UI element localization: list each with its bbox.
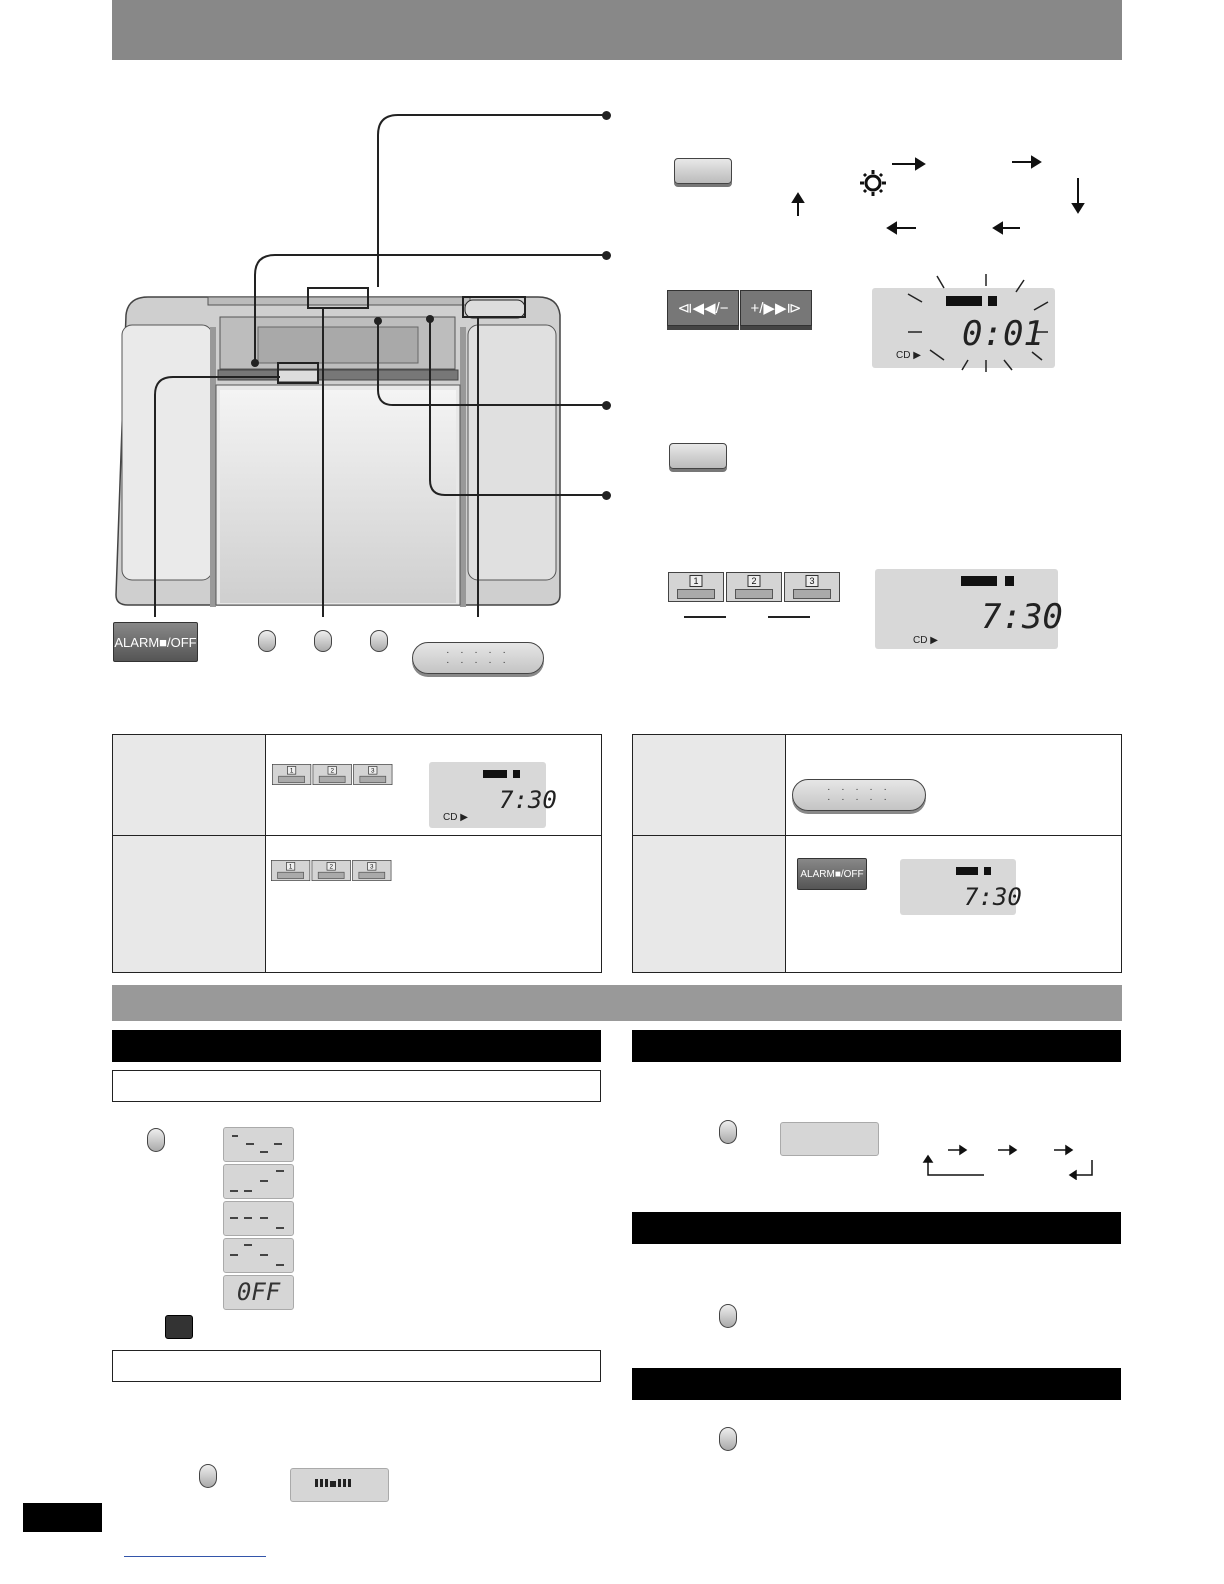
skip-next-label: +/▶▶⧐ [750,300,802,317]
bracket-line [768,616,810,618]
skip-next-button[interactable] [740,290,812,326]
snooze-dots: · · · · · · · · · · [827,784,891,805]
preset-key-2[interactable] [313,764,352,785]
snooze-button[interactable] [412,642,544,674]
preset-buttons-row1 [272,764,394,785]
lcd-segment [513,770,520,778]
device-illustration [108,105,618,625]
blinking-alarm-lcd [429,762,557,828]
page-number-tab [23,1503,102,1532]
preset-key-3[interactable] [352,860,391,881]
sleep-lcd-3 [223,1201,294,1236]
lcd-segment [483,770,507,778]
dimmer-knob[interactable] [199,1464,217,1488]
callout-dot [602,111,611,120]
footer-rule [124,1556,266,1557]
preset-knob-2[interactable] [314,630,332,652]
preset-2-label: 2 [327,862,336,870]
elapsed-time: 0:01 [962,314,1044,354]
alarm-off-label: ALARM■/OFF [800,868,864,880]
function-knob-2[interactable] [719,1427,737,1451]
callout-dot [602,251,611,260]
alarm-time: 7:30 [499,786,557,814]
preset-3-label: 3 [368,766,377,774]
preset-2-label: 2 [747,575,760,587]
table-divider [113,835,601,836]
table-divider [633,835,1121,836]
subheading-box [112,1350,601,1382]
preset-1-label: 1 [286,862,295,870]
preset-1-label: 1 [689,575,702,587]
callout-dot [602,491,611,500]
dark-key[interactable] [165,1315,193,1339]
preset-buttons-row2 [271,860,393,881]
alarm-time: 7:30 [964,883,1022,911]
preset-3-label: 3 [367,862,376,870]
bracket-line [684,616,726,618]
subsection-bar [632,1212,1121,1244]
subsection-bar [632,1030,1121,1062]
table-right [632,734,1122,973]
preset-key-2[interactable] [726,572,782,602]
alarm-lcd-small [900,859,1022,915]
mode-knob[interactable] [719,1120,737,1144]
mode-lcd [780,1122,879,1156]
preset-buttons [668,572,842,602]
preset-key-3[interactable] [784,572,840,602]
cd-indicator: CD ▶ [896,350,921,361]
cd-indicator: CD ▶ [913,635,938,646]
sleep-lcd-2 [223,1164,294,1199]
sleep-lcd-off: 0FF [223,1275,294,1310]
skip-prev-label: ⧏◀◀/− [677,300,729,317]
cd-indicator: CD ▶ [443,812,468,823]
skip-prev-button[interactable] [667,290,739,326]
sun-icon [860,170,886,196]
lcd-segment [956,867,978,875]
lcd-segment [961,576,997,586]
alarm-off-label: ALARM■/OFF [114,634,197,650]
clock-button[interactable] [674,158,732,184]
preset-2-label: 2 [328,766,337,774]
preset-knob-3[interactable] [370,630,388,652]
alarm-off-button[interactable] [113,622,198,662]
callout-dot [602,401,611,410]
subsection-bar [112,1030,601,1062]
preset-key-3[interactable] [353,764,392,785]
preset-3-label: 3 [805,575,818,587]
preset-key-2[interactable] [312,860,351,881]
preset-key-1[interactable] [668,572,724,602]
sleep-lcd-4 [223,1238,294,1273]
set-button[interactable] [669,443,727,469]
subheading-box [112,1070,601,1102]
table-label-column [113,735,266,972]
subsection-bar [632,1368,1121,1400]
section-bar [112,985,1122,1021]
preset-key-1[interactable] [271,860,310,881]
alarm-time: 7:30 [981,597,1063,637]
header-bar [112,0,1122,60]
sleep-knob[interactable] [147,1128,165,1152]
blink-rays [872,270,1055,380]
dimmer-lcd [290,1468,389,1502]
snooze-button[interactable] [792,779,926,811]
preset-1-label: 1 [287,766,296,774]
alarm-off-button[interactable] [797,858,867,890]
clock-cycle-arrows [780,150,1090,240]
alarm-lcd [875,569,1063,649]
preset-key-1[interactable] [272,764,311,785]
lcd-segment [1005,576,1014,586]
preset-knob-1[interactable] [258,630,276,652]
table-label-column [633,735,786,972]
function-knob[interactable] [719,1304,737,1328]
sleep-lcd-1 [223,1127,294,1162]
lcd-segment [984,867,991,875]
mode-cycle-arrows [920,1140,1100,1180]
snooze-dots: · · · · · · · · · · [446,647,510,668]
